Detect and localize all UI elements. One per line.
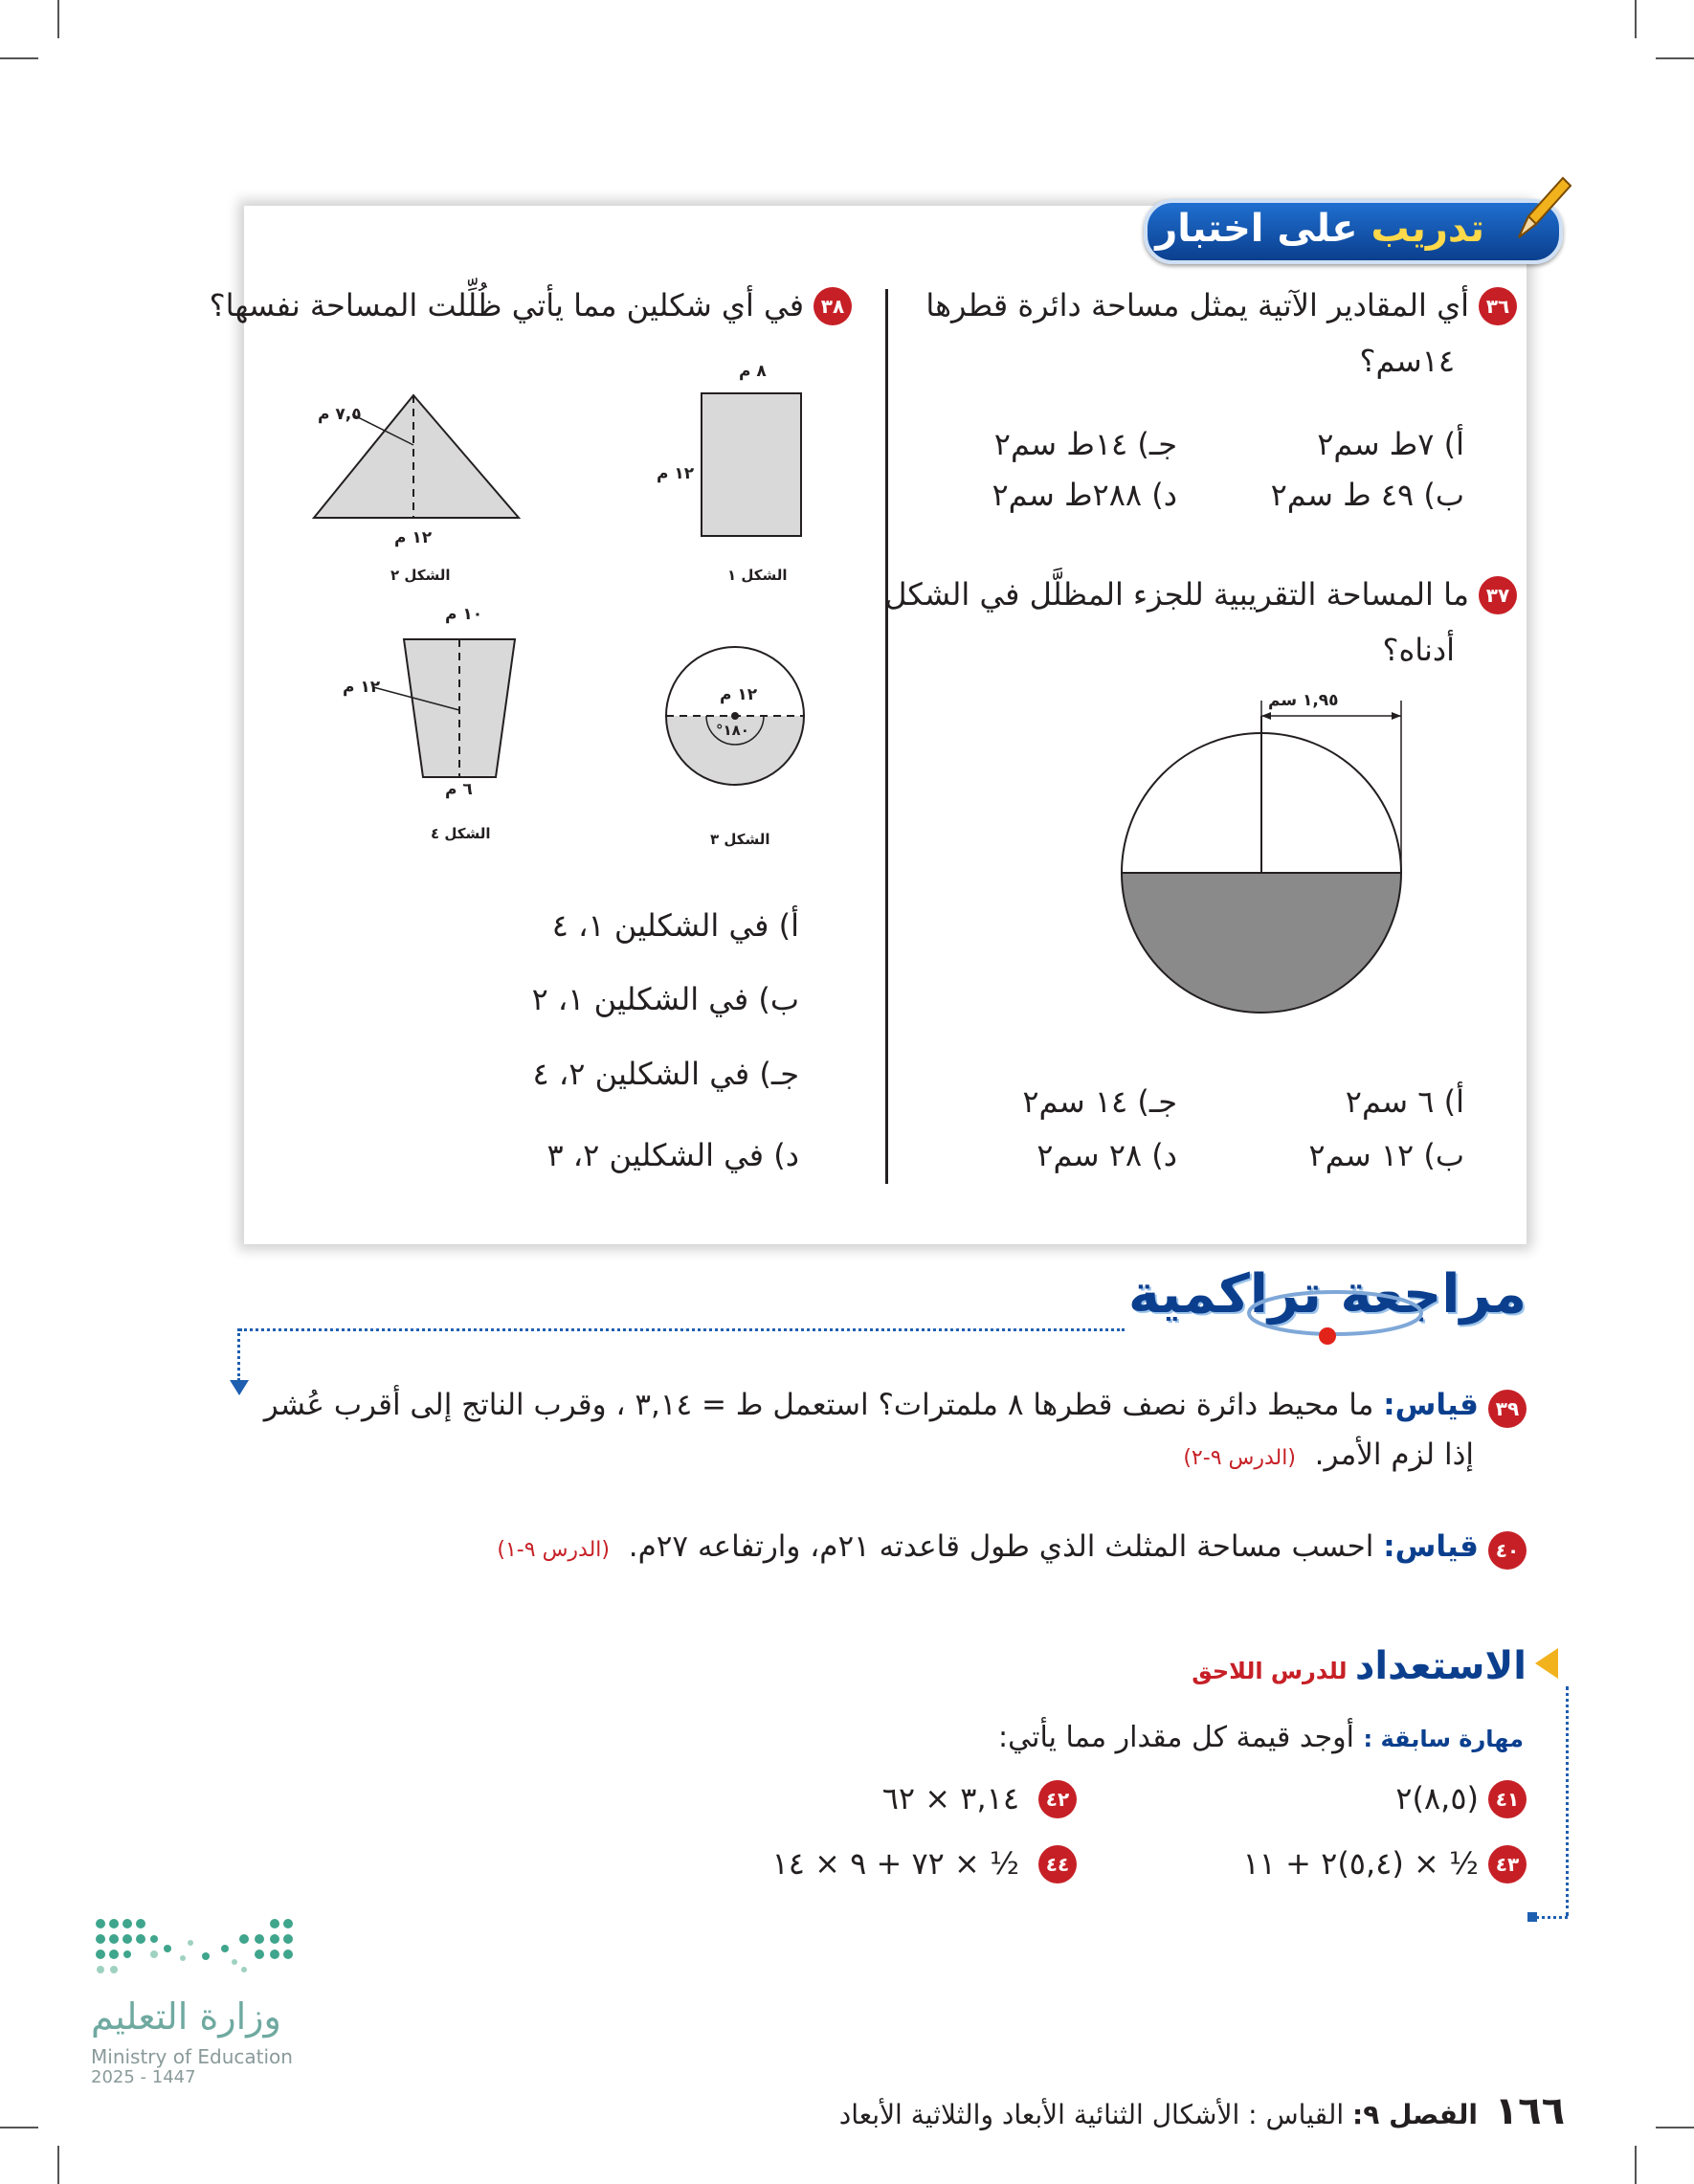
crop-mark (0, 57, 38, 59)
q39-text-end: إذا لزم الأمر. (1314, 1437, 1474, 1472)
q39-text-line2 (1183, 1437, 1474, 1472)
crop-mark (1635, 2146, 1637, 2184)
review-dotted-line (239, 1328, 1125, 1331)
q39-text: ما محيط دائرة نصف قطرها ٨ ملمترات؟ استعمل ط = ٣,١٤ ، وقرب الناتج إلى أقرب عُشر (263, 1388, 1384, 1422)
q37-text-line1: ما المساحة التقريبية للجزء المظلَّل في الشكل (884, 576, 1469, 613)
fig1-caption: الشكل ١ (727, 567, 788, 584)
crop-mark (0, 2127, 38, 2128)
arrow-down-icon (228, 1378, 251, 1397)
prior-skill-line (998, 1721, 1524, 1754)
q43-expression: ½ × (٥,٤)٢ + ١١ (1242, 1845, 1479, 1882)
circle-dimension-label: ١,٩٥ سم (1268, 691, 1339, 710)
q39-text-line1 (264, 1388, 1479, 1422)
question-number-36: ٣٦ (1479, 287, 1517, 325)
fig4-bottom-label: ٦ م (445, 780, 473, 799)
planet-orbit-icon (1239, 1273, 1431, 1349)
fig3-caption: الشكل ٣ (710, 831, 770, 848)
figure-3-circle (658, 639, 812, 792)
q37-option-a[interactable]: أ) ٦ سم٢ (1345, 1083, 1464, 1120)
q36-option-d[interactable]: د) ٢٨٨ط سم٢ (992, 477, 1177, 513)
banner-label: على اختبار (1155, 207, 1371, 251)
q39-lesson-ref: (الدرس ٩-٢) (1183, 1446, 1296, 1470)
fig4-caption: الشكل ٤ (431, 825, 491, 842)
fig1-top-label: ٨ م (739, 362, 767, 381)
q38-option-c[interactable]: جـ) في الشكلين ٢، ٤ (532, 1056, 799, 1092)
q42-expression: ٣,١٤ × ٦٢ (881, 1780, 1019, 1816)
q36-text-line2: ١٤سم؟ (1359, 343, 1455, 379)
fig2-caption: الشكل ٢ (390, 567, 451, 584)
fig3-angle-label: ١٨٠° (716, 722, 749, 739)
page-number: ١٦٦ (1494, 2089, 1565, 2133)
question-number-41: ٤١ (1488, 1780, 1527, 1818)
q38-text: في أي شكلين مما يأتي ظُلِّلت المساحة نفسها؟ (209, 287, 804, 323)
fig2-base-label: ١٢ م (394, 528, 433, 547)
q44-expression: ½ × ٧٢ + ٩ × ١٤ (771, 1845, 1019, 1882)
banner-highlight: تدريب (1371, 207, 1484, 251)
ministry-name-english: Ministry of Education (91, 2045, 293, 2068)
q37-option-b[interactable]: ب) ١٢ سم٢ (1308, 1137, 1464, 1173)
question-number-37: ٣٧ (1479, 576, 1517, 614)
crop-mark (57, 2146, 59, 2184)
q36-option-a[interactable]: أ) ٧ط سم٢ (1317, 426, 1464, 462)
chapter-label: الفصل ٩: (1352, 2099, 1478, 2130)
question-number-42: ٤٢ (1038, 1780, 1077, 1818)
q40-lesson-ref: (الدرس ٩-١) (497, 1538, 610, 1562)
prep-title-main: الاستعداد (1354, 1644, 1527, 1688)
q40-text-line (497, 1529, 1479, 1564)
prior-skill-text: أوجد قيمة كل مقدار مما يأتي: (998, 1721, 1364, 1754)
q37-option-d[interactable]: د) ٢٨ سم٢ (1036, 1137, 1177, 1173)
fig4-height-label: ١٢ م (343, 678, 381, 697)
ministry-year: 2025 - 1447 (91, 2067, 196, 2087)
q38-option-a[interactable]: أ) في الشكلين ١، ٤ (551, 907, 799, 944)
crop-mark (57, 0, 59, 38)
column-divider (885, 289, 888, 1184)
crop-mark (1635, 0, 1637, 38)
figure-1-rectangle (699, 390, 804, 539)
ministry-logo-dots (91, 1914, 306, 1991)
page-footer (839, 2089, 1565, 2133)
shaded-circle-figure (1110, 689, 1416, 1034)
pencil-icon (1507, 170, 1574, 247)
q41-expression: (٨,٥)٢ (1395, 1780, 1479, 1816)
q40-keyword: قياس: (1383, 1529, 1479, 1564)
cumulative-review-title: مراجعة تراكمية (1127, 1263, 1527, 1326)
triangle-marker-icon (1531, 1646, 1560, 1681)
crop-mark (1656, 2127, 1694, 2128)
q36-option-c[interactable]: جـ) ١٤ط سم٢ (993, 426, 1177, 462)
test-practice-banner (1144, 199, 1563, 264)
q36-text-line1: أي المقادير الآتية يمثل مساحة دائرة قطرها (925, 287, 1469, 323)
chapter-title: القياس : الأشكال الثنائية الأبعاد والثلاثية الأبعاد (838, 2099, 1353, 2130)
fig4-top-label: ١٠ م (445, 605, 483, 624)
prep-dotted-end-marker (1527, 1912, 1537, 1922)
ministry-name-arabic: وزارة التعليم (91, 1995, 281, 2038)
fig3-radius-label: ١٢ م (720, 685, 758, 704)
question-number-39: ٣٩ (1488, 1390, 1527, 1428)
fig2-slant-label: ٧,٥ م (318, 405, 362, 424)
prep-title-sub: للدرس اللاحق (1192, 1658, 1355, 1684)
question-number-40: ٤٠ (1488, 1531, 1527, 1570)
question-number-43: ٤٣ (1488, 1845, 1527, 1883)
question-number-44: ٤٤ (1038, 1845, 1077, 1883)
q38-option-d[interactable]: د) في الشكلين ٢، ٣ (546, 1137, 799, 1173)
q36-option-b[interactable]: ب) ٤٩ ط سم٢ (1270, 477, 1464, 513)
q37-text-line2: أدناه؟ (1382, 632, 1455, 668)
q40-text: احسب مساحة المثلث الذي طول قاعدته ٢١م، وارتفاعه ٢٧م. (628, 1529, 1384, 1564)
review-dotted-vertical (237, 1328, 240, 1381)
prior-skill-keyword: مهارة سابقة : (1363, 1726, 1524, 1752)
prep-title (1192, 1644, 1527, 1688)
q39-keyword: قياس: (1383, 1388, 1479, 1422)
q37-option-c[interactable]: جـ) ١٤ سم٢ (1022, 1083, 1177, 1120)
q38-option-b[interactable]: ب) في الشكلين ١، ٢ (531, 981, 799, 1017)
prep-dotted-vertical (1566, 1686, 1569, 1916)
fig1-side-label: ١٢ م (657, 464, 695, 483)
figure-4-trapezoid (335, 634, 526, 787)
question-number-38: ٣٨ (814, 287, 852, 325)
crop-mark (1656, 57, 1694, 59)
